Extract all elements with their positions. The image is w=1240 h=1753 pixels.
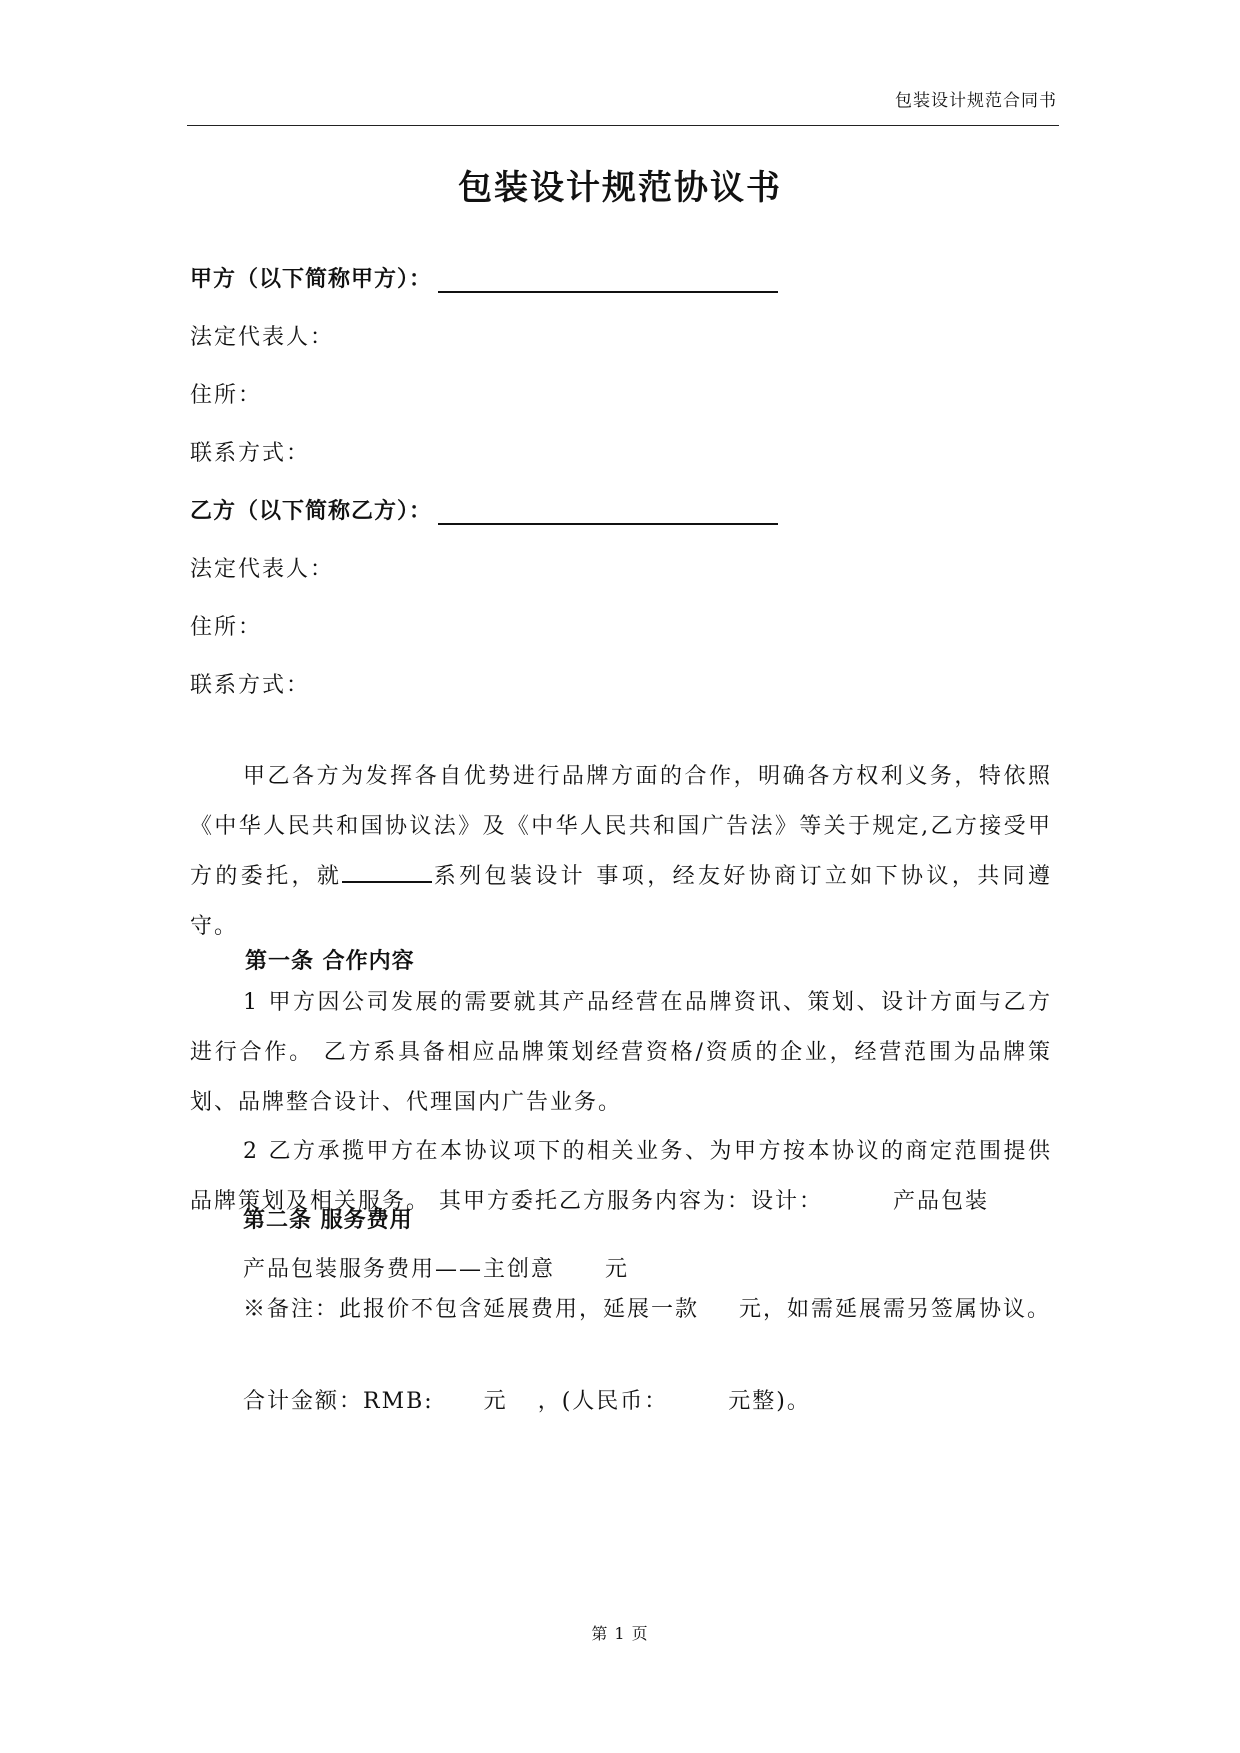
party-a-label: 甲方（以下简称甲方）：	[190, 266, 433, 292]
total-rmb-label: ，(人民币：	[537, 1389, 669, 1414]
party-b-contact-label: 联系方式：	[190, 673, 311, 698]
document-title: 包装设计规范协议书	[458, 168, 782, 208]
fee-line	[243, 1252, 629, 1283]
article-2-heading: 第二条 服务费用	[243, 1207, 413, 1233]
preamble-paragraph	[190, 752, 1052, 952]
page-number: 第 1 页	[591, 1624, 649, 1643]
remark-text-2: 元，如需延展需另签属协议。	[739, 1297, 1052, 1322]
remark-paragraph	[190, 1285, 1052, 1335]
preamble-text-2: 系列包装设计 事项，经友好协商订立如下协议，共同遵守。	[190, 864, 1052, 939]
party-a-rep-label: 法定代表人：	[190, 325, 335, 350]
party-a-line	[190, 262, 778, 293]
total-rmb-unit: 元整)。	[728, 1389, 811, 1414]
party-a-contact-label: 联系方式：	[190, 441, 311, 466]
product-series-blank[interactable]	[342, 861, 432, 883]
party-b-line	[190, 494, 778, 525]
article-1-item-2-text: 2 乙方承揽甲方在本协议项下的相关业务、为甲方按本协议的商定范围提供品牌策划及相关服务。 其甲方委托乙方服务内容为：设计：	[190, 1139, 1052, 1214]
party-a-name-blank[interactable]	[438, 267, 778, 293]
party-b-rep-label: 法定代表人：	[190, 557, 335, 582]
party-b-address-label: 住所：	[190, 615, 263, 640]
header-divider	[187, 125, 1059, 126]
preamble-text-1: 甲乙各方为发挥各自优势进行品牌方面的合作，明确各方权利义务，特依照《中华人民共和国协议法》及《中华人民共和国广告法》等关于规定,乙方接受甲方的委托，就	[190, 764, 1052, 889]
party-b-name-blank[interactable]	[438, 499, 778, 525]
remark-text-1: ※备注：此报价不包含延展费用，延展一款	[243, 1297, 700, 1322]
total-unit: 元	[483, 1389, 508, 1414]
article-1-item-1: 1 甲方因公司发展的需要就其产品经营在品牌资讯、策划、设计方面与乙方进行合作。 乙方系具备相应品牌策划经营资格/资质的企业，经营范围为品牌策划、品牌整合设计、代理国内广告业务。	[190, 990, 1052, 1115]
article-1-item-2-product: 产品包装	[893, 1189, 990, 1214]
total-label: 合计金额：RMB:	[243, 1389, 434, 1414]
fee-unit: 元	[605, 1257, 630, 1282]
article-1-heading: 第一条 合作内容	[245, 948, 415, 974]
party-a-address-label: 住所：	[190, 383, 263, 408]
running-header: 包装设计规范合同书	[895, 91, 1057, 111]
party-b-label: 乙方（以下简称乙方）：	[190, 498, 433, 524]
total-line	[243, 1384, 811, 1415]
fee-label: 产品包装服务费用——主创意	[243, 1257, 556, 1282]
